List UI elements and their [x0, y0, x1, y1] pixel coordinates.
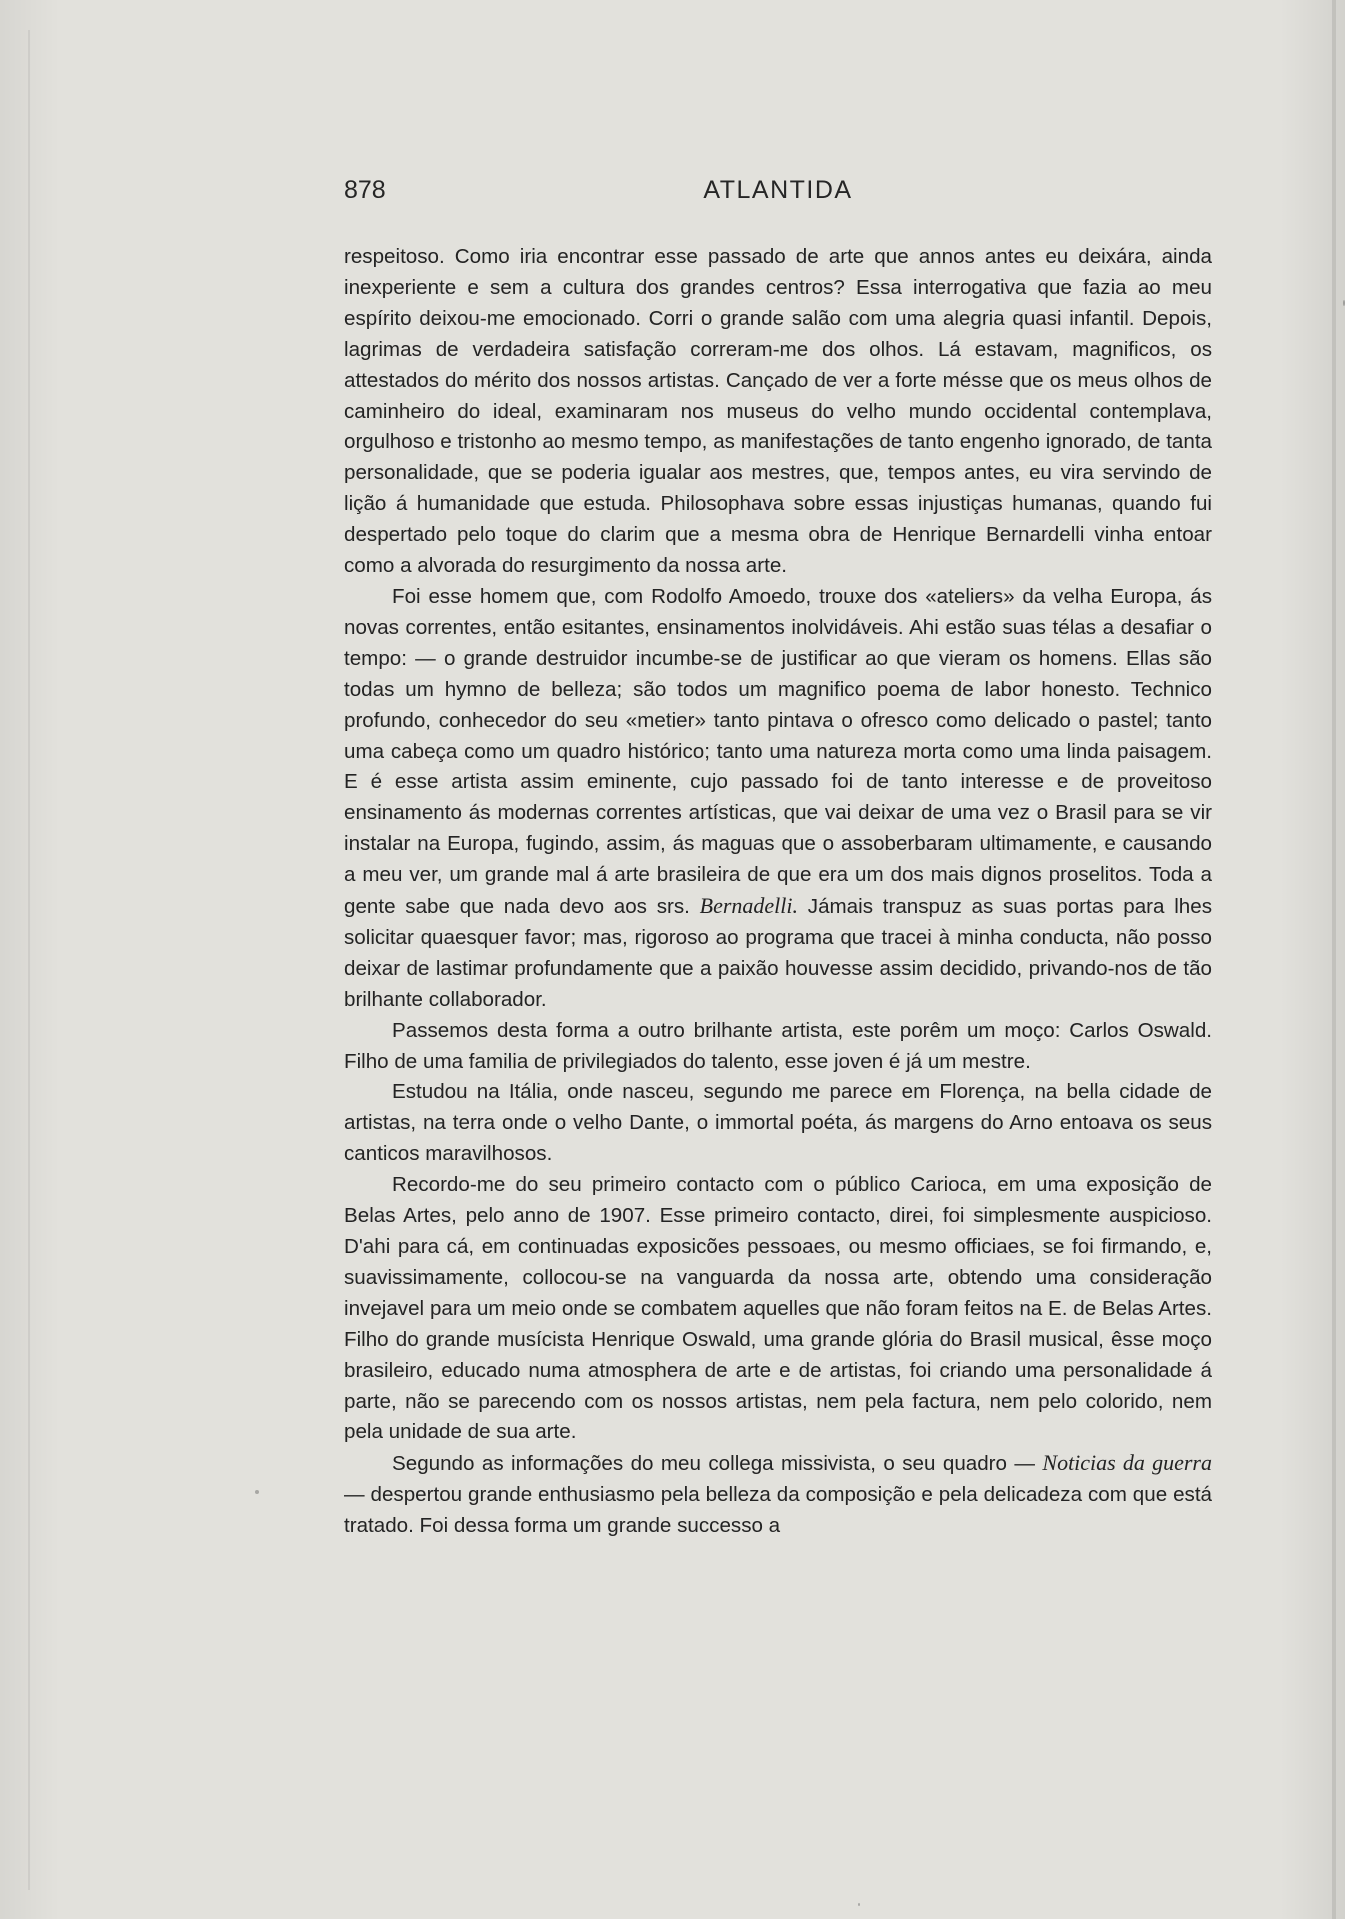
- paragraph: [344, 1016, 1212, 1078]
- paragraph: [344, 1170, 1212, 1448]
- running-title: ATLANTIDA: [703, 176, 853, 204]
- text-run: Foi esse homem que, com Rodolfo Amoedo, trouxe dos «ateliers» da velha Europa, ás novas correntes, então esitantes, ensinamentos inolvidáveis. Ahi estão suas télas a desafiar o tempo: — o grande destruidor incumbe-se de justificar ao que vieram os homens. Ellas são todas um hymno de belleza; são todos um magnifico poema de labor honesto. Technico profundo, conhecedor do seu «metier» tanto pintava o ofresco como delicado o pastel; tanto uma cabeça como um quadro histórico; tanto uma natureza morta como uma linda paisagem. E é esse artista assim eminente, cujo passado foi de tanto interesse e de proveitoso ensinamento ás modernas correntes artísticas, que vai deixar de uma vez o Brasil para se vir instalar na Europa, fugindo, assim, ás maguas que o assoberbaram ultimamente, e causando a meu ver, um grande mal á arte brasileira de que era um dos mais dignos proselitos. Toda a gente sabe que nada devo aos srs.: [344, 584, 1212, 919]
- text-run: Recordo-me do seu primeiro contacto com o público Carioca, em uma exposição de Belas Artes, pelo anno de 1907. Esse primeiro contacto, direi, foi simplesmente auspicioso. D'ahi para cá, em continuadas exposicões pessoaes, ou mesmo officiaes, se foi firmando, e, suavissimamente, collocou-se na vanguarda da nossa arte, obtendo uma consideração invejavel para um meio onde se combatem aquelles que não foram feitos na E. de Belas Artes. Filho do grande musícista Henrique Oswald, uma grande glória do Brasil musical, êsse moço brasileiro, educado numa atmosphera de arte e de artistas, foi criando uma personalidade á parte, não se parecendo com os nossos artistas, nem pela factura, nem pelo colorido, nem pela unidade de sua arte.: [344, 1173, 1212, 1444]
- paragraph: [344, 1077, 1212, 1170]
- text-run: Estudou na Itália, onde nasceu, segundo me parece em Florença, na bella cidade de artistas, na terra onde o velho Dante, o immortal poéta, ás margens do Arno entoava os seus canticos maravilhosos.: [344, 1080, 1212, 1166]
- page-number: 878: [344, 176, 386, 204]
- text-run: Jámais transpuz as suas portas para lhes solicitar quaesquer favor; mas, rigoroso ao programa que tracei à minha conducta, não posso deixar de lastimar profundamente que a paixão houvesse assim decidido, privando-nos de tão brilhante collaborador.: [344, 895, 1212, 1011]
- italic-text: Noticias da guerra: [1042, 1450, 1212, 1476]
- paragraph: [344, 582, 1212, 1016]
- text-run: Passemos desta forma a outro brilhante artista, este porêm um moço: Carlos Oswald. Filho de uma familia de privilegiados do talento, esse joven é já um mestre.: [344, 1018, 1212, 1073]
- paragraph: [344, 1448, 1212, 1542]
- italic-text: Bernadelli.: [699, 893, 799, 919]
- page-gutter-shadow: [28, 30, 30, 1890]
- text-run: Segundo as informações do meu collega missivista, o seu quadro —: [392, 1452, 1043, 1476]
- page-edge-shadow: [1332, 0, 1336, 1919]
- paragraph: [344, 242, 1212, 582]
- text-run: — despertou grande enthusiasmo pela belleza da composição e pela delicadeza com que está tratado. Foi dessa forma um grande successo a: [344, 1483, 1212, 1538]
- body-text: [344, 242, 1212, 1542]
- page-header: [344, 176, 1212, 212]
- text-run: respeitoso. Como iria encontrar esse passado de arte que annos antes eu deixára, ainda inexperiente e sem a cultura dos grandes centros? Essa interrogativa que fazia ao meu espírito deixou-me emocionado. Corri o grande salão com uma alegria quasi infantil. Depois, lagrimas de verdadeira satisfação correram-me dos olhos. Lá estavam, magnificos, os attestados do mérito dos nossos artistas. Cançado de ver a forte mésse que os meus olhos de caminheiro do ideal, examinaram nos museus do velho mundo occidental contemplava, orgulhoso e tristonho ao mesmo tempo, as manifestações de tanto engenho ignorado, de tanta personalidade, que se poderia igualar aos mestres, que, tempos antes, eu vira servindo de lição á humanidade que estuda. Philosophava sobre essas injustiças humanas, quando fui despertado pelo toque do clarim que a mesma obra de Henrique Bernardelli vinha entoar como a alvorada do resurgimento da nossa arte.: [344, 245, 1212, 578]
